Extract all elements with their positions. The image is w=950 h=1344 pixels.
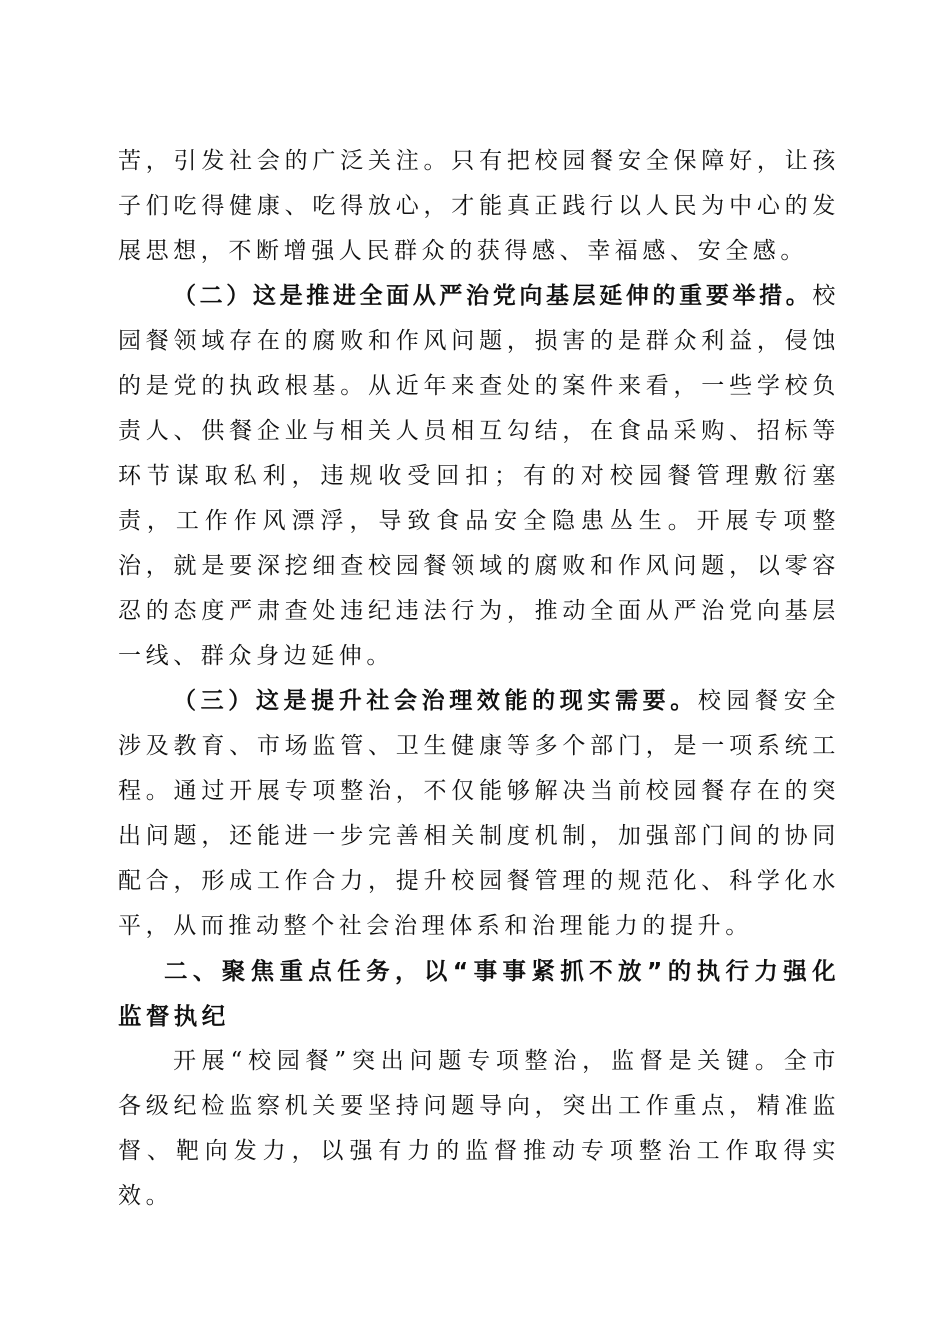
paragraph-closing: [118, 1039, 840, 1219]
paragraph-text: 苦，引发社会的广泛关注。只有把校园餐安全保障好，让孩子们吃得健康、吃得放心，才能真正践行以人民为中心的发展思想，不断增强人民群众的获得感、幸福感、安全感。: [118, 148, 840, 264]
paragraph-continuation: [118, 139, 840, 274]
paragraph-lead-heading: （三）这是提升社会治理效能的现实需要。: [173, 688, 698, 714]
document-body: [118, 139, 840, 1219]
paragraph-lead-heading: （二）这是推进全面从严治党向基层延伸的重要举措。: [173, 283, 813, 309]
paragraph-section-two: [118, 274, 840, 679]
paragraph-section-three: [118, 679, 840, 949]
paragraph-text: 校园餐安全涉及教育、市场监管、卫生健康等多个部门，是一项系统工程。通过开展专项整治，不仅能够解决当前校园餐存在的突出问题，还能进一步完善相关制度机制，加强部门间的协同配合，形成工作合力，提升校园餐管理的规范化、科学化水平，从而推动整个社会治理体系和治理能力的提升。: [118, 688, 840, 939]
paragraph-text: 开展“校园餐”突出问题专项整治，监督是关键。全市各级纪检监察机关要坚持问题导向，突出工作重点，精准监督、靶向发力，以强有力的监督推动专项整治工作取得实效。: [118, 1048, 840, 1209]
section-heading: 二、聚焦重点任务，以“事事紧抓不放”的执行力强化监督执纪: [118, 957, 840, 1030]
paragraph-text: 校园餐领域存在的腐败和作风问题，损害的是群众利益，侵蚀的是党的执政根基。从近年来查处的案件来看，一些学校负责人、供餐企业与相关人员相互勾结，在食品采购、招标等环节谋取私利，违规收受回扣；有的对校园餐管理敷衍塞责，工作作风漂浮，导致食品安全隐患丛生。开展专项整治，就是要深挖细查校园餐领域的腐败和作风问题，以零容忍的态度严肃查处违纪违法行为，推动全面从严治党向基层一线、群众身边延伸。: [118, 283, 840, 669]
